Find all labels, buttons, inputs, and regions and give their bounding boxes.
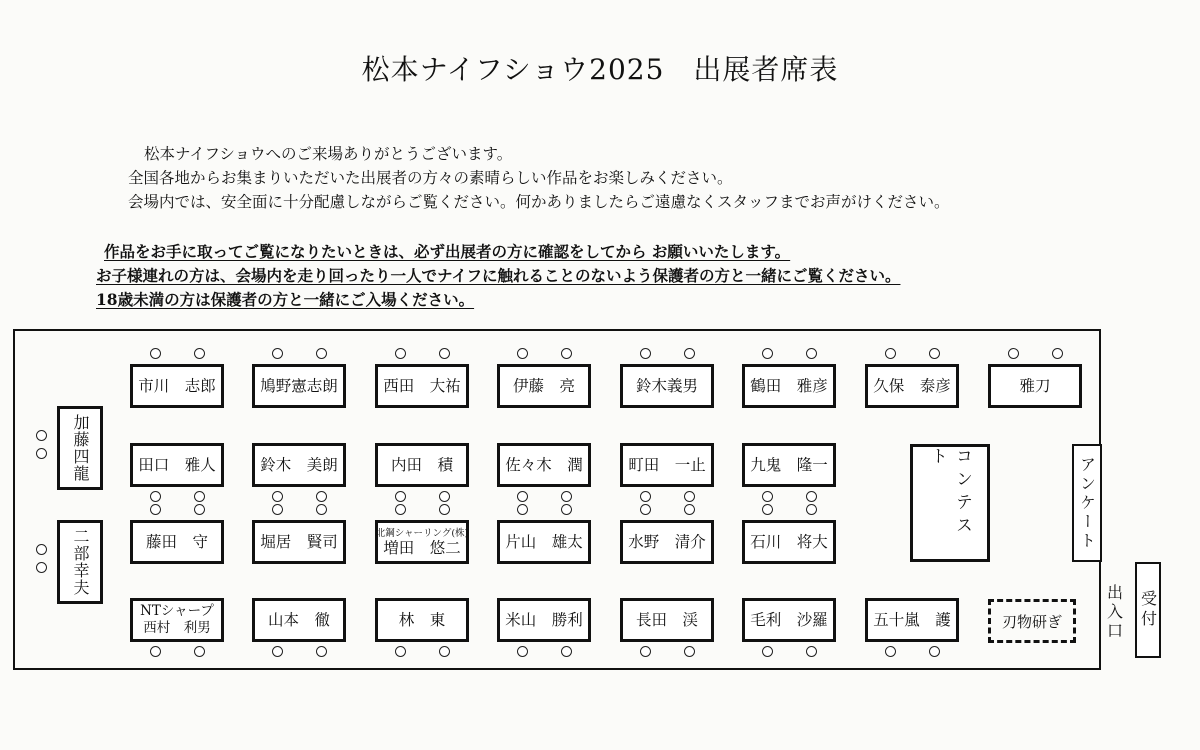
exhibitor-booth xyxy=(988,364,1082,408)
exhibitor-name: 加藤四龍 xyxy=(71,414,90,482)
exhibitor-name: 毛利 沙羅 xyxy=(750,611,828,629)
chair-icon xyxy=(806,348,817,359)
chair-icon xyxy=(194,504,205,515)
exhibitor-booth xyxy=(375,598,469,642)
chair-icon xyxy=(640,348,651,359)
chair-icon xyxy=(150,504,161,515)
chair-icon xyxy=(439,491,450,502)
chair-icon xyxy=(684,491,695,502)
exhibitor-booth xyxy=(375,443,469,487)
exhibitor-name: 西村 利男 xyxy=(143,620,211,636)
exhibitor-booth xyxy=(252,520,346,564)
exhibitor-booth xyxy=(252,598,346,642)
chair-icon xyxy=(885,646,896,657)
chair-icon xyxy=(517,491,528,502)
chair-icon xyxy=(885,348,896,359)
chair-icon xyxy=(640,646,651,657)
exhibitor-booth xyxy=(742,364,836,408)
chair-icon xyxy=(150,491,161,502)
chair-icon xyxy=(395,491,406,502)
chair-icon xyxy=(762,348,773,359)
exhibitor-booth xyxy=(620,364,714,408)
exhibitor-booth xyxy=(497,364,591,408)
intro-line: 全国各地からお集まりいただいた出展者の方々の素晴らしい作品をお楽しみください。 xyxy=(128,169,733,187)
notice-text xyxy=(96,240,900,312)
chair-icon xyxy=(640,491,651,502)
page-title: 松本ナイフショウ2025 出展者席表 xyxy=(361,53,839,86)
chair-icon xyxy=(762,646,773,657)
exhibitor-name: 二部幸夫 xyxy=(71,528,90,596)
exhibitor-booth xyxy=(130,364,224,408)
exhibitor-name: 佐々木 潤 xyxy=(505,456,583,474)
survey-area: アンケート xyxy=(1072,444,1102,562)
chair-icon xyxy=(684,348,695,359)
chair-icon xyxy=(1008,348,1019,359)
chair-icon xyxy=(929,348,940,359)
exhibitor-booth xyxy=(130,443,224,487)
exhibitor-name: 町田 一止 xyxy=(628,456,706,474)
exhibitor-name: 市川 志郎 xyxy=(138,377,216,395)
chair-icon xyxy=(439,348,450,359)
exhibitor-name: 山本 徹 xyxy=(267,611,330,629)
chair-icon xyxy=(150,646,161,657)
chair-icon xyxy=(150,348,161,359)
intro-line: 松本ナイフショウへのご来場ありがとうございます。 xyxy=(144,145,513,163)
exhibitor-name: 田口 雅人 xyxy=(138,456,216,474)
chair-icon xyxy=(561,348,572,359)
exhibitor-booth xyxy=(252,443,346,487)
chair-icon xyxy=(561,646,572,657)
chair-icon xyxy=(395,504,406,515)
exhibitor-booth xyxy=(252,364,346,408)
exhibitor-name: 増田 悠二 xyxy=(383,538,461,557)
exhibitor-booth xyxy=(497,443,591,487)
exhibitor-company: 北鋼シャーリング(株) xyxy=(375,527,469,539)
exhibitor-name: 西田 大祐 xyxy=(383,377,461,395)
chair-icon xyxy=(929,646,940,657)
exhibitor-name: 五十嵐 護 xyxy=(873,611,951,629)
exhibitor-booth xyxy=(130,598,224,642)
chair-icon xyxy=(561,491,572,502)
intro-line: 会場内では、安全面に十分配慮しながらご覧ください。何かありましたらご遠慮なくスタッフまでお声がけください。 xyxy=(128,193,950,211)
exhibitor-name: 水野 清介 xyxy=(628,533,706,551)
exhibitor-booth xyxy=(620,598,714,642)
exhibitor-name: 九鬼 隆一 xyxy=(750,456,828,474)
intro-text xyxy=(128,142,950,214)
chair-icon xyxy=(194,646,205,657)
exhibitor-booth xyxy=(742,443,836,487)
exhibitor-name: 石川 将大 xyxy=(750,533,828,551)
chair-icon xyxy=(806,504,817,515)
chair-icon xyxy=(439,646,450,657)
chair-icon xyxy=(272,504,283,515)
contest-area: コンテスト xyxy=(910,444,990,562)
chair-icon xyxy=(194,348,205,359)
chair-icon xyxy=(36,448,47,459)
knife-sharpening-area: 刃物研ぎ xyxy=(988,599,1076,643)
chair-icon xyxy=(36,430,47,441)
exhibitor-booth xyxy=(57,406,103,490)
chair-icon xyxy=(1052,348,1063,359)
notice-line: 18歳未満の方は保護者の方と一緒にご入場ください。 xyxy=(96,290,475,309)
exhibitor-booth xyxy=(57,520,103,604)
exhibitor-booth xyxy=(742,520,836,564)
exhibitor-name: 米山 勝利 xyxy=(505,611,583,629)
chair-icon xyxy=(640,504,651,515)
chair-icon xyxy=(684,646,695,657)
exhibitor-booth xyxy=(742,598,836,642)
chair-icon xyxy=(439,504,450,515)
exhibitor-name: 雅刀 xyxy=(1019,377,1051,395)
exhibitor-name: 片山 雄太 xyxy=(505,533,583,551)
chair-icon xyxy=(272,646,283,657)
chair-icon xyxy=(517,646,528,657)
exhibitor-name: 藤田 守 xyxy=(145,533,208,551)
chair-icon xyxy=(762,504,773,515)
exhibitor-booth xyxy=(497,520,591,564)
notice-line: 作品をお手に取ってご覧になりたいときは、必ず出展者の方に確認をしてから お願いいたします。 xyxy=(104,242,791,261)
chair-icon xyxy=(272,348,283,359)
exhibitor-booth xyxy=(375,520,469,564)
exhibitor-booth xyxy=(620,520,714,564)
exhibitor-name: 長田 渓 xyxy=(635,611,698,629)
exhibitor-booth xyxy=(497,598,591,642)
exhibitor-name: 鈴木 美朗 xyxy=(260,456,338,474)
exhibitor-name: 鈴木義男 xyxy=(635,377,698,395)
chair-icon xyxy=(806,491,817,502)
chair-icon xyxy=(316,348,327,359)
notice-line: お子様連れの方は、会場内を走り回ったり一人でナイフに触れることのないよう保護者の方と一緒にご覧ください。 xyxy=(96,266,901,285)
exhibitor-booth xyxy=(375,364,469,408)
chair-icon xyxy=(806,646,817,657)
chair-icon xyxy=(395,646,406,657)
exhibitor-name: 鳩野憲志朗 xyxy=(260,377,338,395)
exhibitor-booth xyxy=(865,598,959,642)
exhibitor-booth xyxy=(865,364,959,408)
exhibitor-name: 鶴田 雅彦 xyxy=(750,377,828,395)
exhibitor-company: NTシャープ xyxy=(140,603,214,619)
chair-icon xyxy=(316,491,327,502)
exhibitor-name: 林 東 xyxy=(398,611,446,629)
chair-icon xyxy=(517,348,528,359)
reception-desk: 受付 xyxy=(1135,562,1161,658)
chair-icon xyxy=(272,491,283,502)
entrance-label: 出入口 xyxy=(1104,584,1124,641)
exhibitor-name: 堀居 賢司 xyxy=(260,533,338,551)
exhibitor-name: 内田 積 xyxy=(390,456,453,474)
exhibitor-booth xyxy=(620,443,714,487)
chair-icon xyxy=(684,504,695,515)
chair-icon xyxy=(36,562,47,573)
chair-icon xyxy=(194,491,205,502)
chair-icon xyxy=(762,491,773,502)
exhibitor-name: 伊藤 亮 xyxy=(512,377,575,395)
chair-icon xyxy=(517,504,528,515)
exhibitor-booth xyxy=(130,520,224,564)
chair-icon xyxy=(316,504,327,515)
chair-icon xyxy=(36,544,47,555)
chair-icon xyxy=(316,646,327,657)
chair-icon xyxy=(395,348,406,359)
exhibitor-name: 久保 泰彦 xyxy=(873,377,951,395)
chair-icon xyxy=(561,504,572,515)
